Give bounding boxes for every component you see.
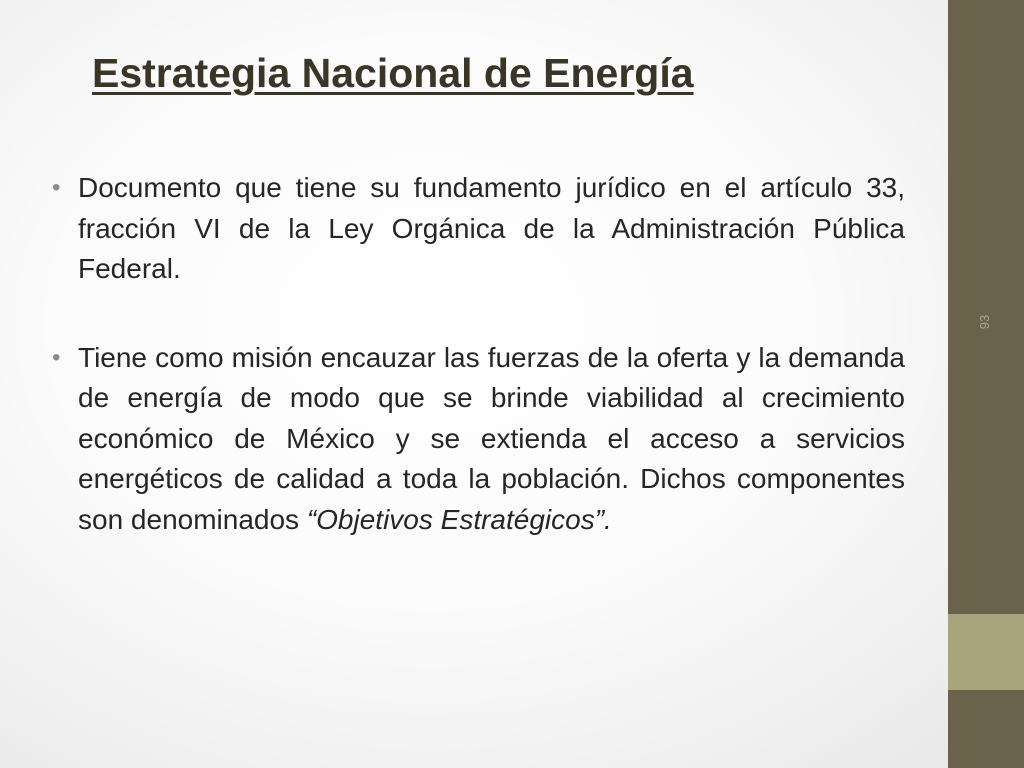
bullet-text: Tiene como misión encauzar las fuerzas de la oferta y la demanda de energía de modo que se brinde viabilidad al crecimiento económico de México y se extienda el acceso a servicios energéticos de calidad a toda la población. Dichos componentes son denominados xyxy=(78,341,905,535)
side-panel-accent xyxy=(948,614,1024,690)
bullet-text: Documento que tiene su fundamento jurídico en el artículo 33, fracción VI de la Ley Orgánica de la Administración Pública Federal. xyxy=(78,172,905,284)
bullet-text-emphasis: “Objetivos Estratégicos”. xyxy=(306,503,612,535)
page-number: 93 xyxy=(977,314,992,330)
bullet-item-mission xyxy=(52,338,905,541)
bullet-marker: • xyxy=(52,343,61,371)
bullet-item-legal-basis xyxy=(52,168,905,290)
slide-title: Estrategia Nacional de Energía xyxy=(92,50,694,96)
bullet-list xyxy=(52,168,905,540)
bullet-marker: • xyxy=(52,174,61,201)
